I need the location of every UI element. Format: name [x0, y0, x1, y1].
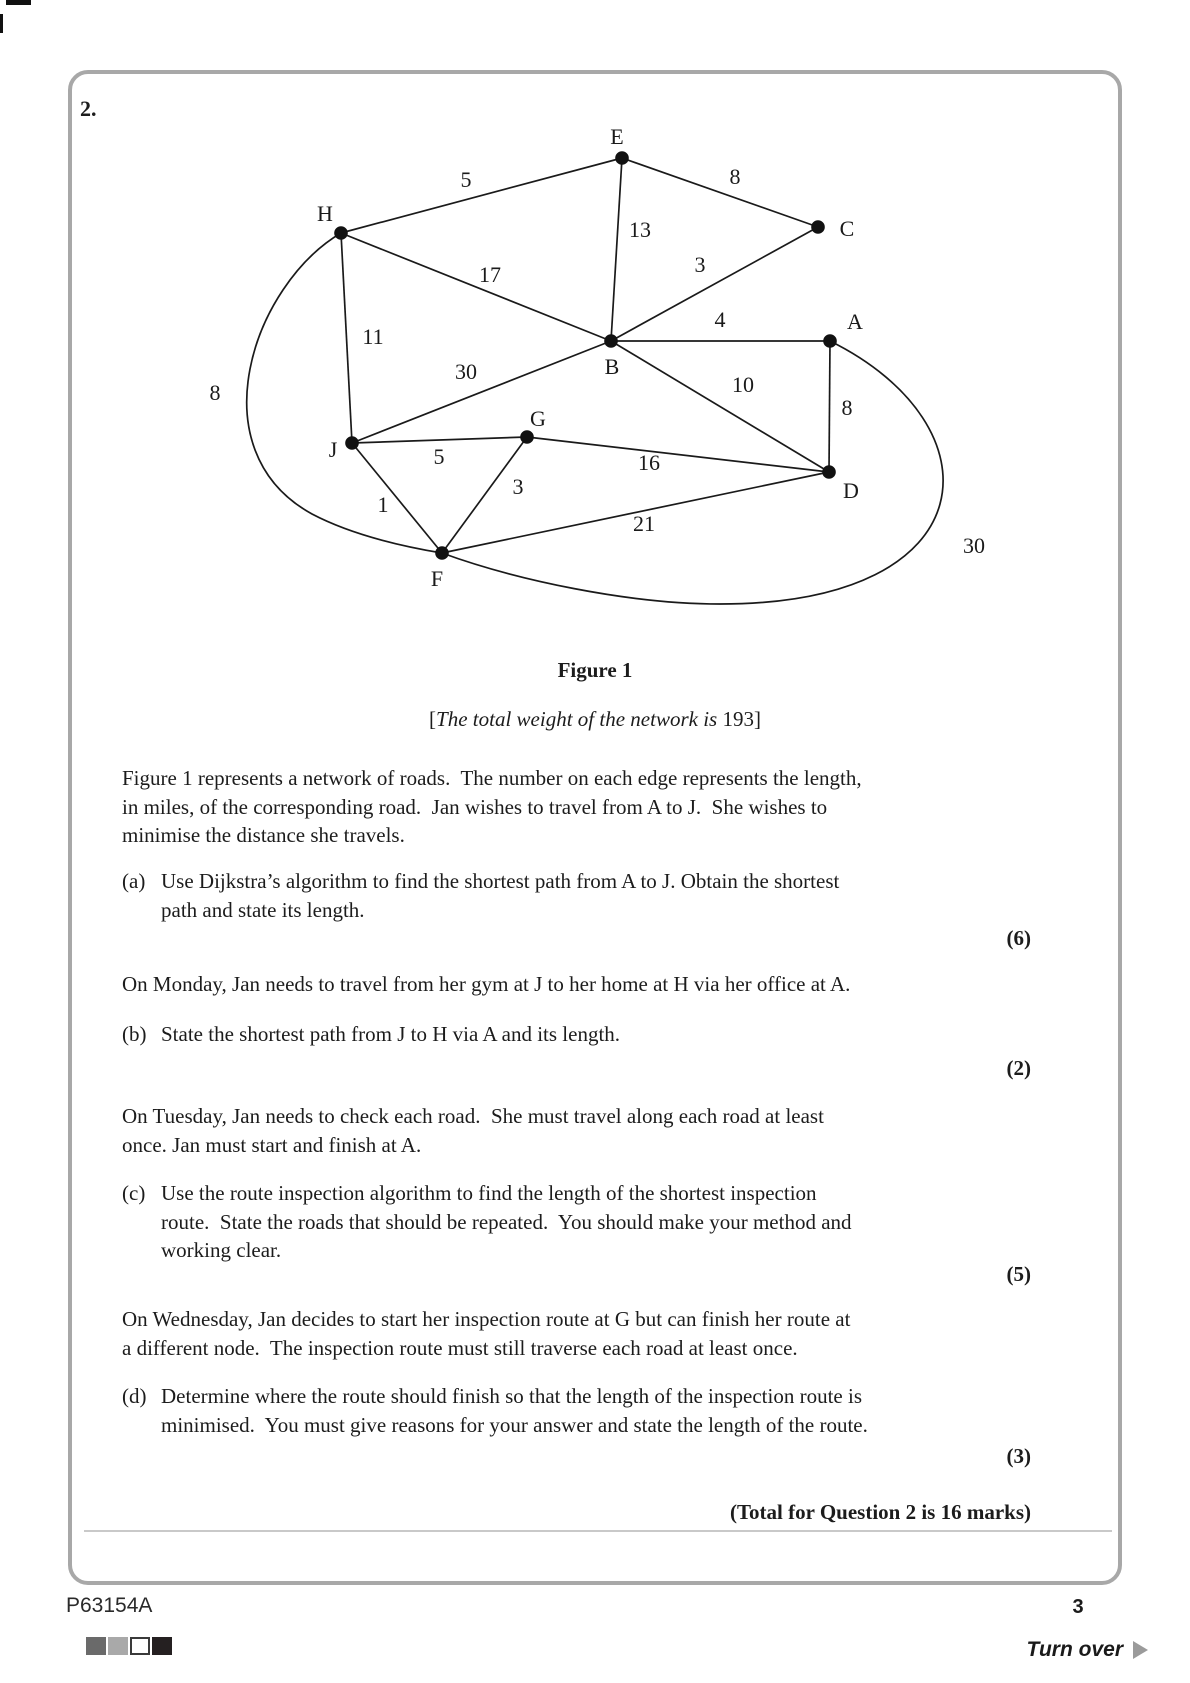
graph-node-dot-C — [811, 220, 825, 234]
part-b-text: State the shortest path from J to H via A and its length. — [161, 1022, 621, 1046]
registration-square-3 — [130, 1637, 150, 1655]
part-b — [122, 1020, 620, 1049]
intro-paragraph — [122, 764, 862, 850]
graph-node-label-A: A — [847, 309, 863, 334]
page-number: 3 — [1072, 1596, 1084, 1618]
text-line: On Wednesday, Jan decides to start her inspection route at G but can finish her route at — [122, 1307, 851, 1331]
edge-weight-E-B: 13 — [629, 217, 651, 242]
registration-square-1 — [86, 1637, 106, 1655]
graph-edge-H-J — [341, 233, 352, 443]
graph-node-label-J: J — [328, 437, 338, 462]
scan-artifact-left — [0, 14, 3, 33]
text-line: once. Jan must start and finish at A. — [122, 1132, 422, 1157]
text-line — [122, 1382, 868, 1411]
edge-weight-H-B: 17 — [479, 262, 501, 287]
part-a-label: (a) — [122, 869, 146, 893]
graph-node-dot-E — [615, 151, 629, 165]
text-line: a different node. The inspection route must still traverse each road at least once. — [122, 1335, 798, 1360]
part-d-text: Determine where the route should finish so that the length of the inspection route is — [161, 1384, 862, 1408]
figure-graph — [150, 105, 1030, 635]
text-line: On Tuesday, Jan needs to check each road. She must travel along each road at least — [122, 1104, 824, 1128]
question-number: 2. — [80, 96, 97, 121]
part-c-text: Use the route inspection algorithm to find the length of the shortest inspection — [161, 1181, 817, 1205]
text-line: minimise the distance she travels. — [122, 823, 405, 847]
edge-weight-J-F: 1 — [377, 492, 389, 517]
text-line — [122, 867, 839, 896]
graph-node-label-E: E — [610, 124, 624, 149]
graph-node-label-F: F — [430, 566, 444, 591]
part-b-label: (b) — [122, 1022, 147, 1046]
edge-weight-B-D: 10 — [732, 372, 754, 397]
text-line — [122, 1179, 852, 1208]
graph-node-label-C: C — [839, 216, 855, 241]
figure-note — [68, 707, 1122, 732]
edge-weight-F-D: 21 — [633, 511, 655, 536]
part-d — [122, 1382, 868, 1439]
graph-node-dot-F — [435, 546, 449, 560]
graph-node-dot-J — [345, 436, 359, 450]
edge-weight-J-B: 30 — [455, 359, 477, 384]
edge-weight-H-F: 8 — [209, 380, 221, 405]
edge-weight-H-J: 11 — [362, 324, 384, 349]
separator-rule — [84, 1530, 1112, 1532]
graph-edge-J-G — [352, 437, 527, 443]
edge-weight-A-D: 8 — [841, 395, 853, 420]
edge-weight-E-C: 8 — [729, 164, 741, 189]
graph-edge-J-F — [352, 443, 442, 553]
text-line: Figure 1 represents a network of roads. The number on each edge represents the length, — [122, 766, 862, 790]
text-line: in miles, of the corresponding road. Jan wishes to travel from A to J. She wishes to — [122, 794, 828, 819]
graph-edge-G-D — [527, 437, 829, 472]
part-c-label: (c) — [122, 1181, 146, 1205]
figure-note-value: 193] — [717, 707, 761, 731]
part-a-marks: (6) — [1006, 926, 1031, 950]
graph-edge-A-F — [442, 341, 943, 604]
wednesday-paragraph — [122, 1305, 850, 1362]
edge-weight-A-F: 30 — [963, 533, 985, 558]
figure-note-italic: The total weight of the network is — [436, 707, 718, 731]
registration-squares — [86, 1637, 172, 1655]
graph-node-label-D: D — [843, 478, 859, 503]
edge-weight-B-A: 4 — [714, 307, 726, 332]
graph-node-label-B: B — [604, 354, 620, 379]
figure-note-open: [ — [429, 707, 437, 731]
graph-edge-E-B — [611, 158, 622, 341]
scan-artifact-top — [6, 0, 31, 5]
edge-weight-G-F: 3 — [512, 474, 524, 499]
graph-node-label-H: H — [317, 201, 333, 226]
part-a — [122, 867, 839, 924]
registration-square-4 — [152, 1637, 172, 1655]
edge-weight-H-E: 5 — [460, 167, 472, 192]
text-line — [122, 1020, 620, 1049]
graph-node-dot-D — [822, 465, 836, 479]
tuesday-paragraph — [122, 1102, 824, 1159]
part-d-marks: (3) — [1006, 1444, 1031, 1468]
edge-weight-J-G: 5 — [433, 444, 445, 469]
part-a-text: Use Dijkstra’s algorithm to find the shortest path from A to J. Obtain the shortest — [161, 869, 840, 893]
graph-node-label-G: G — [530, 406, 546, 431]
graph-edge-E-C — [622, 158, 818, 227]
edge-weight-G-D: 16 — [638, 450, 660, 475]
turn-over — [940, 1638, 1148, 1662]
part-c-marks: (5) — [1006, 1262, 1031, 1286]
text-line: working clear. — [161, 1238, 282, 1262]
graph-edge-H-F — [247, 233, 442, 553]
text-line: minimised. You must give reasons for your answer and state the length of the route. — [161, 1412, 868, 1437]
graph-node-dot-A — [823, 334, 837, 348]
turn-over-label: Turn over — [1026, 1638, 1123, 1661]
graph-node-dot-B — [604, 334, 618, 348]
part-b-marks: (2) — [1006, 1056, 1031, 1080]
graph-node-dot-H — [334, 226, 348, 240]
text-line: On Monday, Jan needs to travel from her gym at J to her home at H via her office at A. — [122, 972, 851, 996]
monday-paragraph — [122, 970, 850, 999]
total-marks-line: (Total for Question 2 is 16 marks) — [729, 1500, 1031, 1524]
turn-over-arrow-icon — [1133, 1641, 1148, 1659]
text-line: route. State the roads that should be repeated. You should make your method and — [161, 1209, 852, 1234]
part-d-label: (d) — [122, 1384, 147, 1408]
graph-edge-H-E — [341, 158, 622, 233]
edge-weight-C-B: 3 — [694, 252, 706, 277]
graph-node-dot-G — [520, 430, 534, 444]
text-line: path and state its length. — [161, 897, 365, 922]
paper-code: P63154A — [66, 1594, 153, 1617]
registration-square-2 — [108, 1637, 128, 1655]
graph-edge-A-D — [829, 341, 830, 472]
graph-edge-J-B — [352, 341, 611, 443]
figure-caption: Figure 1 — [557, 658, 633, 682]
part-c — [122, 1179, 852, 1265]
